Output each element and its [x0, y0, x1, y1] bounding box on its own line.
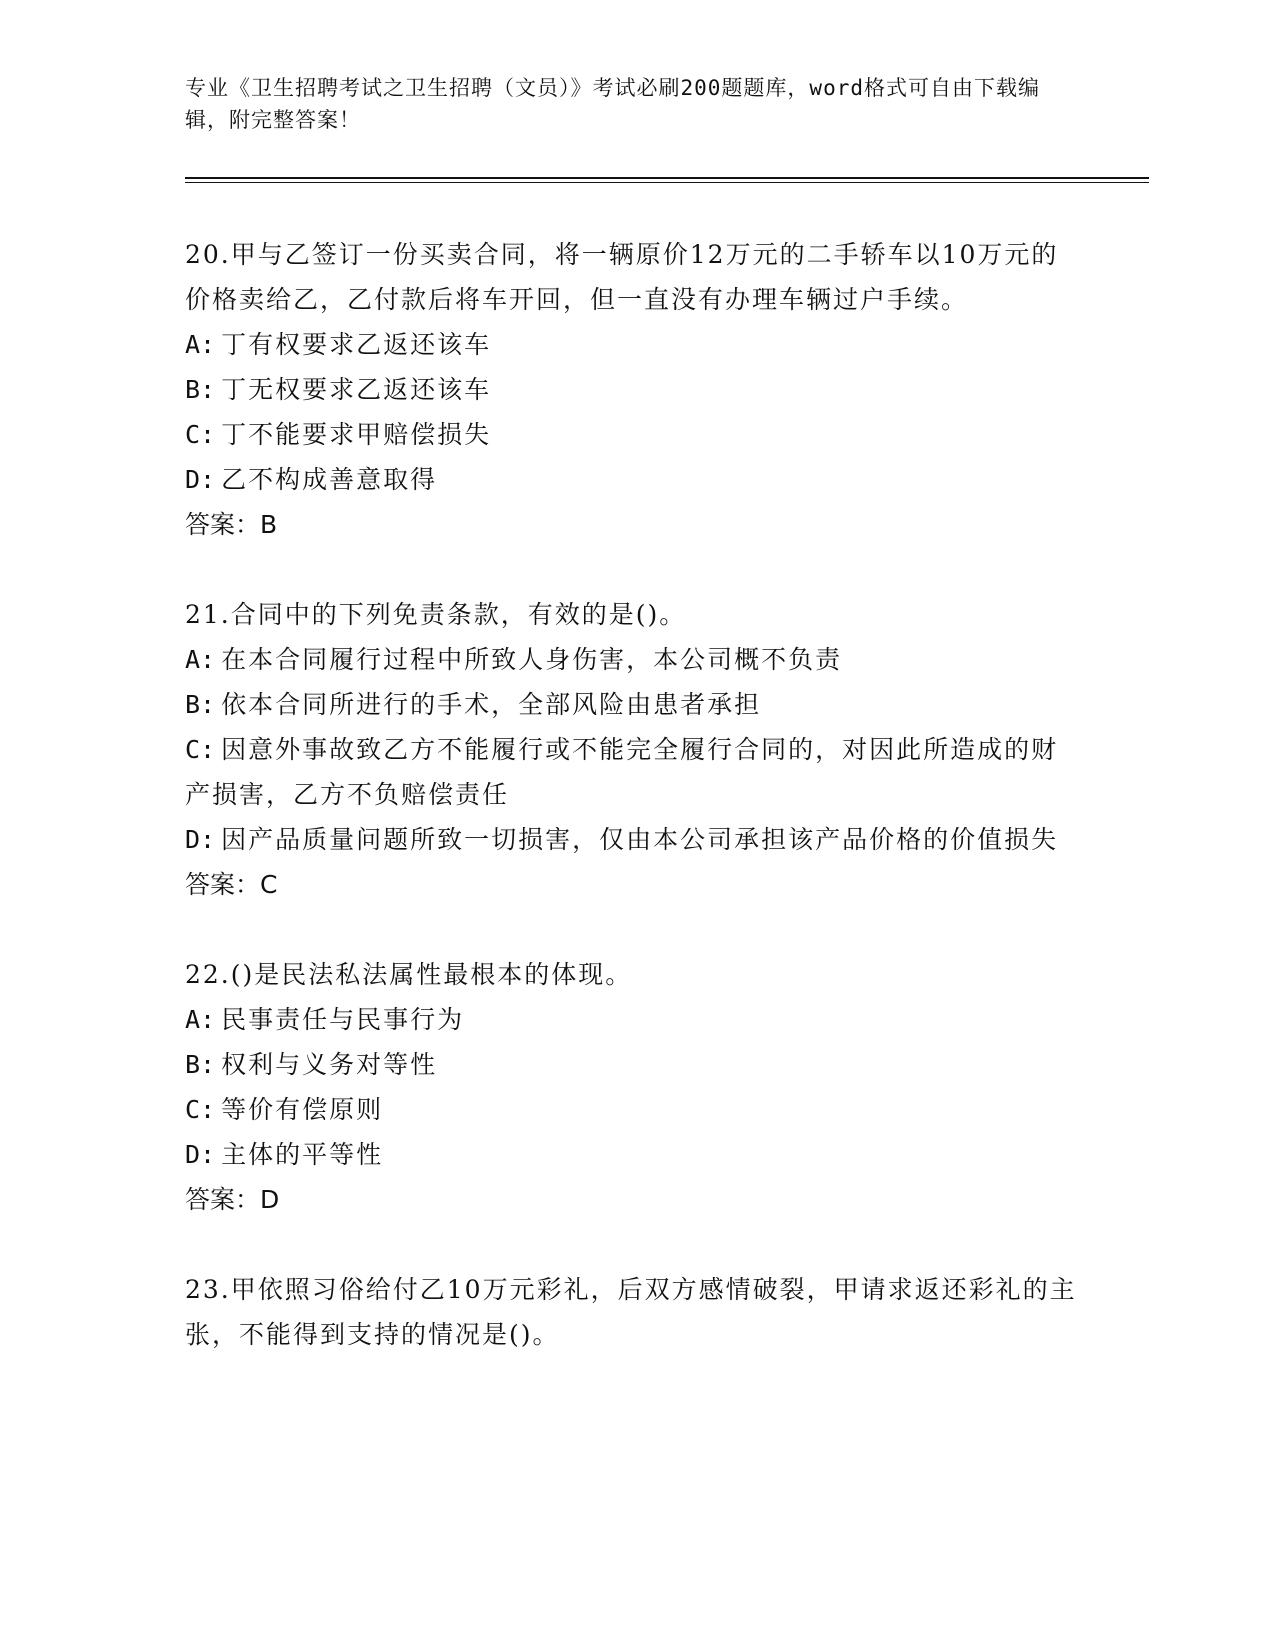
- option-label: A:: [185, 1005, 216, 1034]
- option-label: D:: [185, 825, 216, 854]
- question-list: [185, 232, 1085, 1402]
- question-stem: 21.合同中的下列免责条款，有效的是()。: [185, 600, 687, 629]
- header-divider-thick: [185, 177, 1149, 179]
- option-text: 权利与义务对等性: [221, 1050, 438, 1079]
- option-label: D:: [185, 1140, 216, 1169]
- option-text: 丁有权要求乙返还该车: [221, 330, 492, 359]
- option-text: 丁不能要求甲赔偿损失: [221, 420, 492, 449]
- option-text: 等价有偿原则: [221, 1095, 384, 1124]
- option-c: [185, 1087, 1085, 1132]
- option-text: 民事责任与民事行为: [221, 1005, 465, 1034]
- answer: 答案：D: [185, 1185, 280, 1214]
- option-text: 乙不构成善意取得: [221, 465, 438, 494]
- question-21: [185, 592, 1085, 907]
- question-20: [185, 232, 1085, 547]
- option-label: D:: [185, 465, 216, 494]
- option-label: B:: [185, 690, 216, 719]
- option-b: [185, 1042, 1085, 1087]
- option-d: [185, 817, 1085, 862]
- option-c: [185, 412, 1085, 457]
- question-stem: 20.甲与乙签订一份买卖合同，将一辆原价12万元的二手轿车以10万元的价格卖给乙，乙付款后将车开回，但一直没有办理车辆过户手续。: [185, 240, 1059, 314]
- option-b: [185, 367, 1085, 412]
- option-text: 主体的平等性: [221, 1140, 384, 1169]
- option-label: C:: [185, 735, 216, 764]
- option-text: 依本合同所进行的手术，全部风险由患者承担: [221, 690, 762, 719]
- option-a: [185, 997, 1085, 1042]
- option-label: B:: [185, 375, 216, 404]
- answer: 答案：C: [185, 870, 278, 899]
- option-a: [185, 637, 1085, 682]
- option-label: B:: [185, 1050, 216, 1079]
- header-divider-thin: [185, 182, 1149, 183]
- option-label: A:: [185, 645, 216, 674]
- option-text: 丁无权要求乙返还该车: [221, 375, 492, 404]
- question-stem: 22.()是民法私法属性最根本的体现。: [185, 960, 633, 989]
- option-text: 因意外事故致乙方不能履行或不能完全履行合同的，对因此所造成的财产损害，乙方不负赔偿责任: [185, 735, 1059, 809]
- document-header: 专业《卫生招聘考试之卫生招聘（文员）》考试必刷200题题库，word格式可自由下载编辑，附完整答案！: [185, 76, 1040, 132]
- option-label: C:: [185, 1095, 216, 1124]
- option-text: 在本合同履行过程中所致人身伤害，本公司概不负责: [221, 645, 843, 674]
- option-a: [185, 322, 1085, 367]
- option-label: C:: [185, 420, 216, 449]
- question-23: [185, 1267, 1085, 1357]
- option-d: [185, 457, 1085, 502]
- answer: 答案：B: [185, 510, 278, 539]
- option-label: A:: [185, 330, 216, 359]
- option-d: [185, 1132, 1085, 1177]
- option-text: 因产品质量问题所致一切损害，仅由本公司承担该产品价格的价值损失: [221, 825, 1059, 854]
- option-c: [185, 727, 1085, 817]
- option-b: [185, 682, 1085, 727]
- question-22: [185, 952, 1085, 1222]
- question-stem: 23.甲依照习俗给付乙10万元彩礼，后双方感情破裂，甲请求返还彩礼的主张，不能得到支持的情况是()。: [185, 1275, 1077, 1349]
